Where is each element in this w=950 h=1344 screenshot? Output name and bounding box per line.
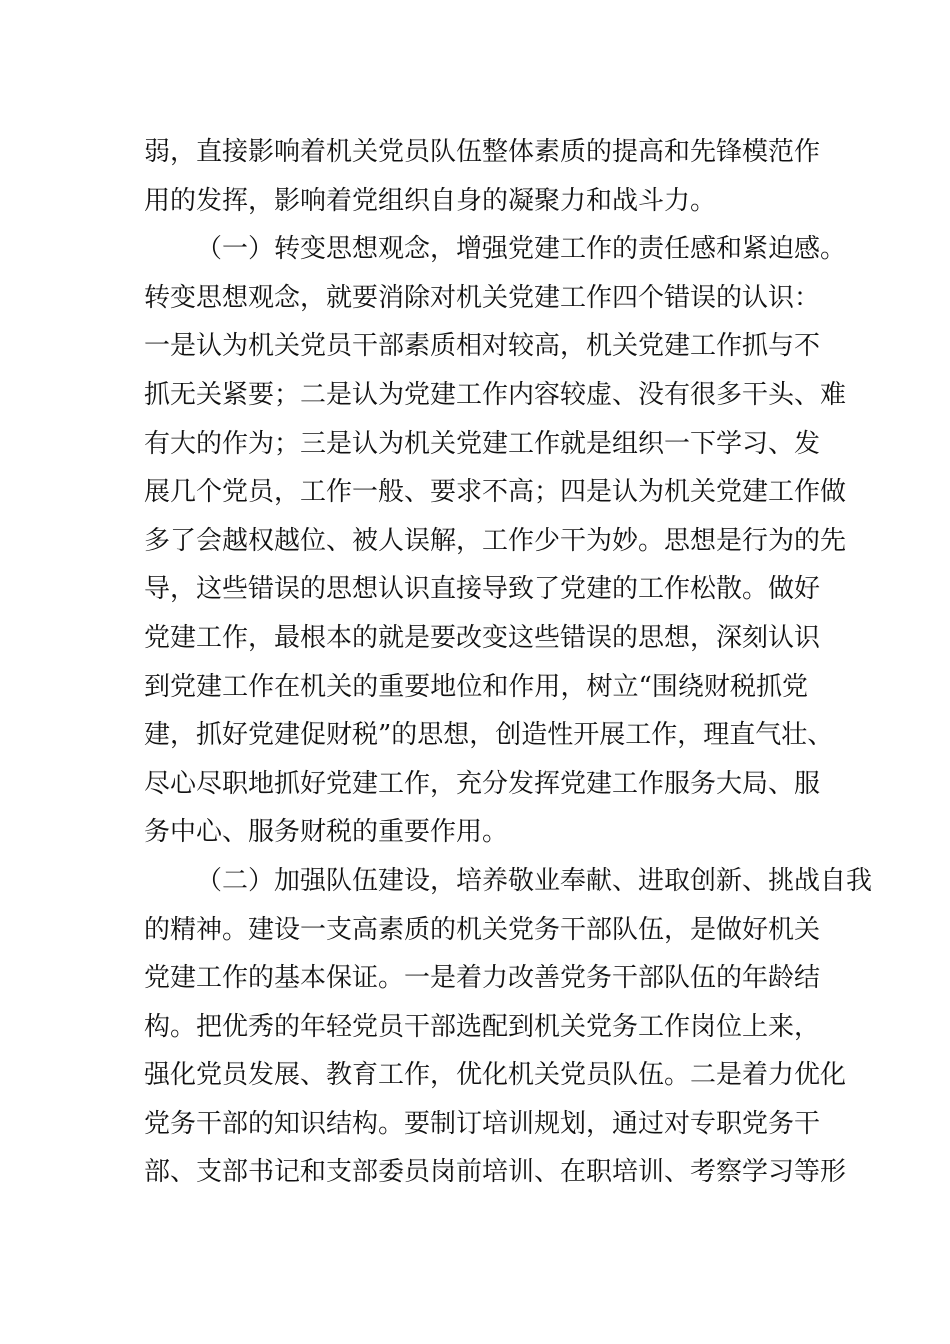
text-line: 转变思想观念，就要消除对机关党建工作四个错误的认识：: [144, 282, 821, 313]
text-line: 务中心、服务财税的重要作用。: [144, 817, 509, 848]
document-body: [144, 128, 873, 1197]
text-line: 用的发挥，影响着党组织自身的凝聚力和战斗力。: [144, 185, 717, 216]
text-line: 一是认为机关党员干部素质相对较高，机关党建工作抓与不: [144, 331, 821, 362]
text-line: 到党建工作在机关的重要地位和作用，树立“围绕财税抓党: [144, 671, 808, 702]
text-line: 党务干部的知识结构。要制订培训规划，通过对专职党务干: [144, 1108, 821, 1139]
text-line: 部、支部书记和支部委员岗前培训、在职培训、考察学习等形: [144, 1157, 847, 1188]
text-line: 弱，直接影响着机关党员队伍整体素质的提高和先锋模范作: [144, 137, 821, 167]
section-heading-line: （一）转变思想观念，增强党建工作的责任感和紧迫感。: [196, 234, 847, 265]
text-line: 多了会越权越位、被人误解，工作少干为妙。思想是行为的先: [144, 525, 847, 556]
section-heading-line: （二）加强队伍建设，培养敬业奉献、进取创新、挑战自我: [196, 865, 873, 896]
text-line: 党建工作的基本保证。一是着力改善党务干部队伍的年龄结: [144, 963, 821, 994]
text-line: 尽心尽职地抓好党建工作，充分发挥党建工作服务大局、服: [144, 768, 821, 799]
text-line: 导，这些错误的思想认识直接导致了党建的工作松散。做好: [144, 574, 821, 605]
text-line: 的精神。建设一支高素质的机关党务干部队伍，是做好机关: [144, 914, 821, 945]
text-line: 有大的作为；三是认为机关党建工作就是组织一下学习、发: [144, 428, 821, 459]
text-line: 展几个党员，工作一般、要求不高；四是认为机关党建工作做: [144, 477, 847, 508]
text-line: 党建工作，最根本的就是要改变这些错误的思想，深刻认识: [144, 622, 821, 653]
text-line: 构。把优秀的年轻党员干部选配到机关党务工作岗位上来，: [144, 1011, 821, 1042]
text-line: 强化党员发展、教育工作，优化机关党员队伍。二是着力优化: [144, 1060, 847, 1091]
text-line: 抓无关紧要；二是认为党建工作内容较虚、没有很多干头、难: [144, 379, 847, 410]
text-line: 建，抓好党建促财税”的思想，创造性开展工作，理直气壮、: [144, 720, 834, 751]
